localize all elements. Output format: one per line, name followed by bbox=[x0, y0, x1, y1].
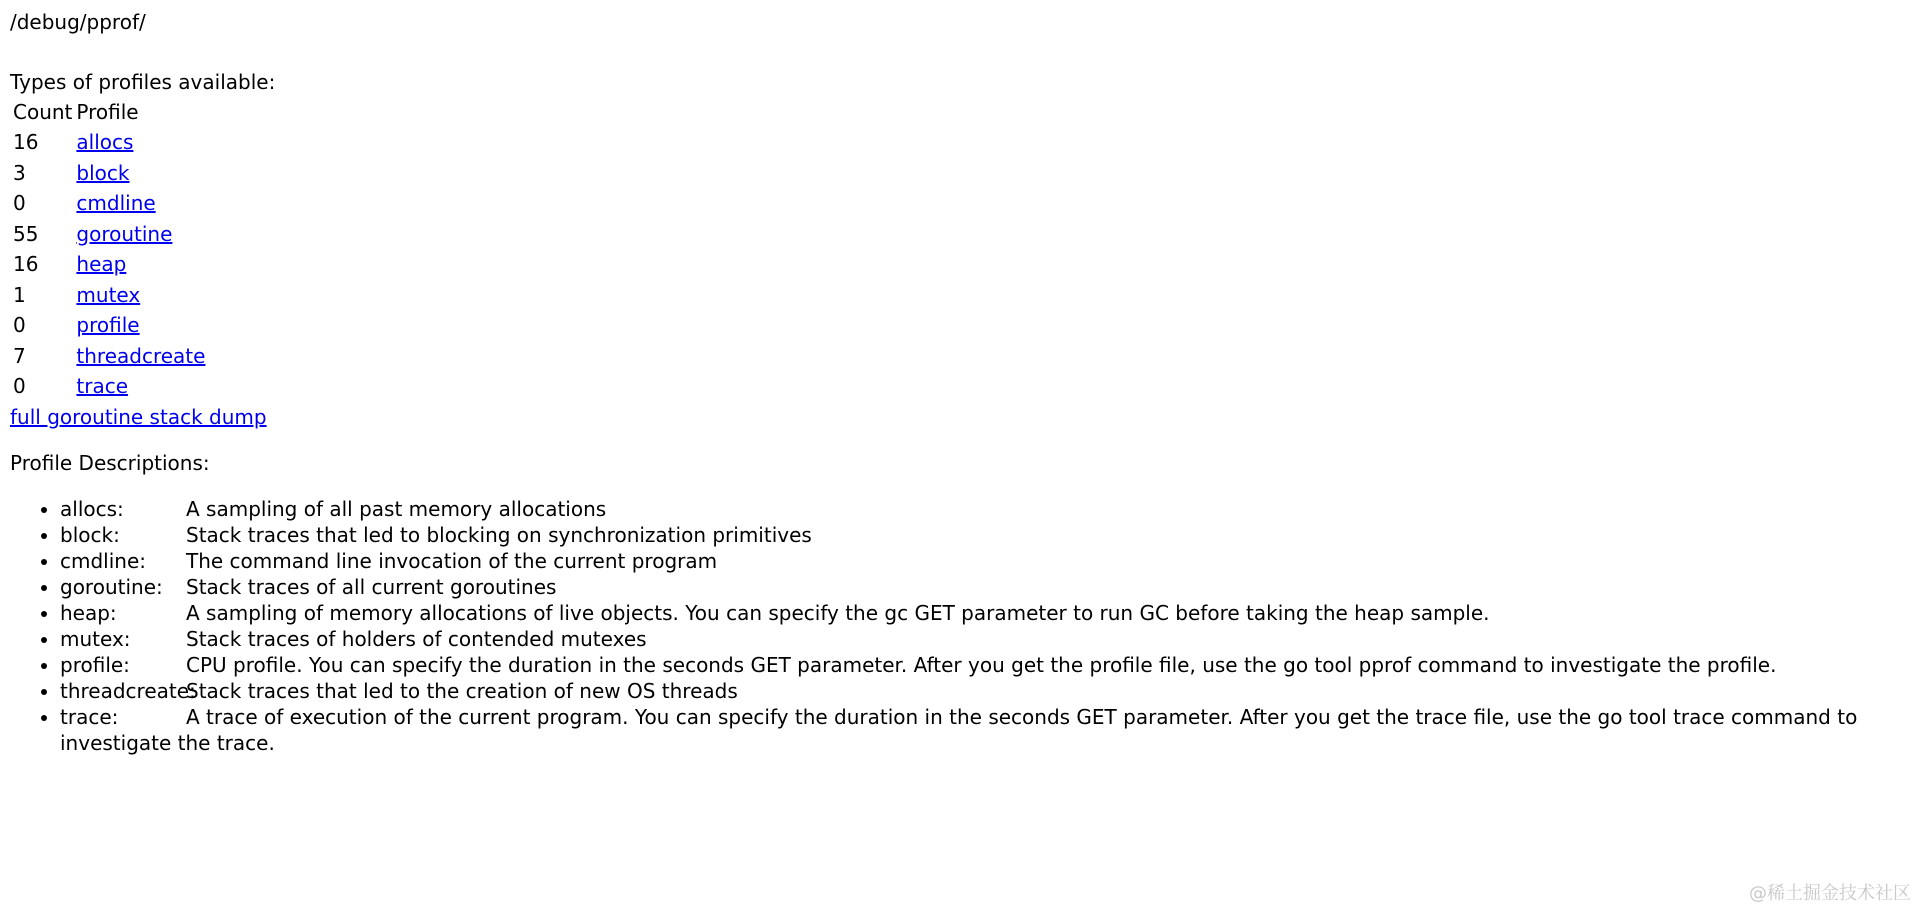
description-name: threadcreate: bbox=[60, 679, 196, 703]
profile-header: Profile bbox=[76, 100, 139, 124]
full-goroutine-dump-link[interactable]: full goroutine stack dump bbox=[10, 405, 267, 429]
list-item bbox=[60, 522, 1920, 548]
list-item bbox=[60, 574, 1920, 600]
description-text: A trace of execution of the current program. You can specify the duration in the seconds GET parameter. After you get the trace file, use the go tool trace command to investigate the trace. bbox=[60, 705, 1858, 755]
description-text: A sampling of all past memory allocations bbox=[186, 497, 607, 521]
table-row bbox=[12, 280, 206, 311]
profile-link-allocs[interactable]: allocs bbox=[76, 130, 134, 155]
table-row bbox=[12, 219, 206, 250]
description-text: CPU profile. You can specify the duration in the seconds GET parameter. After you get the profile file, use the go tool pprof command to investigate the profile. bbox=[186, 653, 1777, 677]
list-item bbox=[60, 704, 1920, 756]
pprof-index-page bbox=[10, 9, 1910, 755]
page-path: /debug/pprof/ bbox=[10, 10, 146, 34]
list-item bbox=[60, 600, 1920, 626]
description-text: Stack traces of holders of contended mutexes bbox=[186, 627, 647, 651]
description-text: A sampling of memory allocations of live objects. You can specify the gc GET parameter to run GC before taking the heap sample. bbox=[186, 601, 1490, 625]
table-row bbox=[12, 158, 206, 189]
table-row bbox=[12, 127, 206, 158]
description-text: Stack traces that led to blocking on synchronization primitives bbox=[186, 523, 812, 547]
profile-count: 55 bbox=[13, 221, 39, 246]
profile-count: 1 bbox=[13, 282, 26, 307]
profile-count: 7 bbox=[13, 343, 26, 368]
profile-link-goroutine[interactable]: goroutine bbox=[76, 221, 173, 246]
list-item bbox=[60, 652, 1920, 678]
table-row bbox=[12, 341, 206, 372]
profile-link-cmdline[interactable]: cmdline bbox=[76, 191, 156, 216]
profile-link-threadcreate[interactable]: threadcreate bbox=[76, 343, 206, 368]
description-text: Stack traces that led to the creation of new OS threads bbox=[186, 679, 738, 703]
list-item bbox=[60, 548, 1920, 574]
description-name: heap: bbox=[60, 601, 117, 625]
list-item bbox=[60, 678, 1920, 704]
profile-link-block[interactable]: block bbox=[76, 160, 130, 185]
profile-link-trace[interactable]: trace bbox=[76, 374, 129, 399]
profile-count: 0 bbox=[13, 374, 26, 399]
table-row bbox=[12, 371, 206, 402]
list-item bbox=[60, 496, 1920, 522]
profile-count: 16 bbox=[13, 130, 39, 155]
description-name: trace: bbox=[60, 705, 119, 729]
description-name: profile: bbox=[60, 653, 130, 677]
table-row bbox=[12, 188, 206, 219]
count-header: Count bbox=[13, 100, 73, 124]
table-row bbox=[12, 249, 206, 280]
description-name: goroutine: bbox=[60, 575, 163, 599]
description-name: mutex: bbox=[60, 627, 131, 651]
description-text: Stack traces of all current goroutines bbox=[186, 575, 557, 599]
profile-count: 16 bbox=[13, 252, 39, 277]
profile-count: 0 bbox=[13, 191, 26, 216]
watermark-text: @稀土掘金技术社区 bbox=[1749, 883, 1911, 904]
table-header-row bbox=[12, 97, 206, 127]
descriptions-label: Profile Descriptions: bbox=[10, 451, 210, 475]
description-text: The command line invocation of the current program bbox=[186, 549, 718, 573]
description-name: allocs: bbox=[60, 497, 124, 521]
profile-link-mutex[interactable]: mutex bbox=[76, 282, 141, 307]
profile-count: 0 bbox=[13, 313, 26, 338]
profile-link-heap[interactable]: heap bbox=[76, 252, 127, 277]
profile-count: 3 bbox=[13, 160, 26, 185]
types-label: Types of profiles available: bbox=[10, 70, 276, 94]
description-name: cmdline: bbox=[60, 549, 147, 573]
profile-link-profile[interactable]: profile bbox=[76, 313, 140, 338]
description-name: block: bbox=[60, 523, 120, 547]
profiles-table bbox=[10, 97, 208, 402]
list-item bbox=[60, 626, 1920, 652]
profile-descriptions-list bbox=[10, 496, 1920, 756]
table-row bbox=[12, 310, 206, 341]
